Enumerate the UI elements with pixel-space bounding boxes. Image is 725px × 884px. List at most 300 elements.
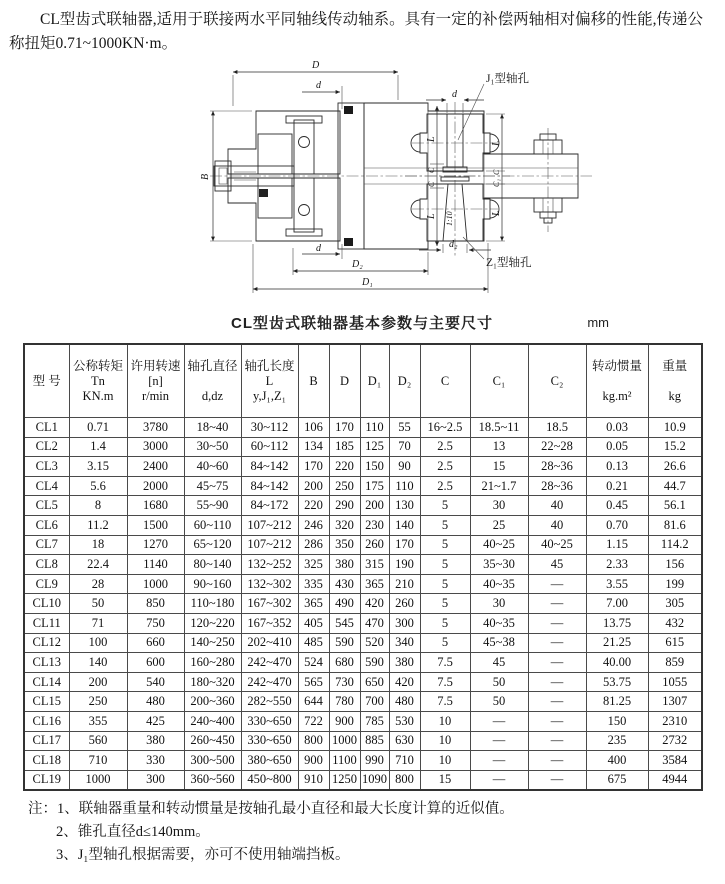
value-cell: 2.5 [420, 476, 470, 496]
dim-label-L-bottom: L [426, 213, 437, 219]
hub-cavity-top [258, 134, 292, 174]
value-cell: 5 [420, 633, 470, 653]
column-header: 型 号 [24, 344, 69, 418]
dim-label-B: B [200, 173, 211, 180]
value-cell: 28~36 [528, 476, 586, 496]
value-cell: 185 [329, 437, 360, 457]
value-cell: 850 [127, 594, 184, 614]
note-item: 注：1、联轴器重量和转动惯量是按轴孔最小直径和最大长度计算的近似值。 [28, 801, 514, 818]
value-cell: 60~112 [241, 437, 298, 457]
value-cell: 190 [389, 555, 420, 575]
value-cell: 7.5 [420, 692, 470, 712]
value-cell: 5 [420, 535, 470, 555]
value-cell: 680 [329, 653, 360, 673]
dim-label-L-top: L [426, 136, 437, 142]
value-cell: 405 [298, 613, 329, 633]
value-cell: 25 [470, 515, 528, 535]
value-cell: 10 [420, 751, 470, 771]
intro-paragraph: CL型齿式联轴器,适用于联接两水平同轴线传动轴系。具有一定的补偿两轴相对偏移的性能,传递公称扭矩0.71~1000KN·m。 [9, 11, 704, 52]
sleeve-top-section [228, 111, 340, 174]
value-cell: 7.5 [420, 672, 470, 692]
value-cell: 300 [389, 613, 420, 633]
value-cell: 330~650 [241, 731, 298, 751]
value-cell: 2.33 [586, 555, 648, 575]
value-cell: 45 [470, 653, 528, 673]
value-cell: — [528, 770, 586, 790]
value-cell: — [528, 751, 586, 771]
value-cell: 55~90 [184, 496, 241, 516]
dim-label-d-bottom: d [316, 243, 321, 254]
model-cell: CL5 [24, 496, 69, 516]
value-cell: — [470, 770, 528, 790]
value-cell: 242~470 [241, 672, 298, 692]
value-cell: 56.1 [648, 496, 702, 516]
value-cell: 18.5~11 [470, 418, 528, 438]
value-cell: 50 [470, 672, 528, 692]
value-cell: 40 [528, 496, 586, 516]
z1-hub [420, 184, 490, 241]
value-cell: 565 [298, 672, 329, 692]
value-cell: 590 [329, 633, 360, 653]
value-cell: 3.15 [69, 457, 127, 477]
value-cell: — [528, 574, 586, 594]
value-cell: 80~140 [184, 555, 241, 575]
value-cell: 45~38 [470, 633, 528, 653]
value-cell: 0.13 [586, 457, 648, 477]
value-cell: 200~360 [184, 692, 241, 712]
value-cell: 250 [329, 476, 360, 496]
value-cell: 199 [648, 574, 702, 594]
value-cell: 44.7 [648, 476, 702, 496]
value-cell: 330 [127, 751, 184, 771]
value-cell: 300~500 [184, 751, 241, 771]
value-cell: 50 [69, 594, 127, 614]
value-cell: 420 [360, 594, 389, 614]
value-cell: 660 [127, 633, 184, 653]
value-cell: 530 [389, 711, 420, 731]
dim-label-C-gap: C [492, 169, 501, 175]
value-cell: 81.6 [648, 515, 702, 535]
value-cell: 315 [360, 555, 389, 575]
notes-section [0, 798, 725, 867]
value-cell: 160~280 [184, 653, 241, 673]
value-cell: 305 [648, 594, 702, 614]
value-cell: 11.2 [69, 515, 127, 535]
value-cell: 480 [127, 692, 184, 712]
value-cell: 246 [298, 515, 329, 535]
value-cell: 450~800 [241, 770, 298, 790]
value-cell: 90~160 [184, 574, 241, 594]
value-cell: 35~30 [470, 555, 528, 575]
dim-label-d2: d₂ [449, 239, 458, 250]
value-cell: 380 [329, 555, 360, 575]
value-cell: 260~450 [184, 731, 241, 751]
column-header: 许用转速 [n] r/min [127, 344, 184, 418]
bore-type-view [405, 71, 532, 269]
value-cell: 167~302 [241, 594, 298, 614]
value-cell: 432 [648, 613, 702, 633]
value-cell: 675 [586, 770, 648, 790]
value-cell: 400 [586, 751, 648, 771]
value-cell: 480 [389, 692, 420, 712]
column-header: C [420, 344, 470, 418]
value-cell: 200 [360, 496, 389, 516]
model-cell: CL7 [24, 535, 69, 555]
value-cell: 170 [389, 535, 420, 555]
unit-label: mm [587, 315, 609, 330]
value-cell: 84~142 [241, 457, 298, 477]
value-cell: 360~560 [184, 770, 241, 790]
model-cell: CL10 [24, 594, 69, 614]
value-cell: 40~25 [470, 535, 528, 555]
value-cell: 30 [470, 496, 528, 516]
value-cell: 1307 [648, 692, 702, 712]
leader-line-j1 [458, 84, 484, 140]
value-cell: 1000 [69, 770, 127, 790]
gear-column-top [294, 120, 314, 174]
value-cell: 22.4 [69, 555, 127, 575]
value-cell: 300 [127, 770, 184, 790]
table-row [24, 711, 702, 731]
value-cell: 13 [470, 437, 528, 457]
table-row [24, 731, 702, 751]
value-cell: 16~2.5 [420, 418, 470, 438]
value-cell: 10.9 [648, 418, 702, 438]
value-cell: 140 [69, 653, 127, 673]
table-row [24, 437, 702, 457]
value-cell: 780 [329, 692, 360, 712]
value-cell: 380 [127, 731, 184, 751]
column-header: 轴孔长度 L y,J₁,Z₁ [241, 344, 298, 418]
model-cell: CL13 [24, 653, 69, 673]
value-cell: 910 [298, 770, 329, 790]
value-cell: 132~302 [241, 574, 298, 594]
value-cell: 45 [528, 555, 586, 575]
value-cell: 10 [420, 731, 470, 751]
section-view [200, 60, 592, 293]
value-cell: — [528, 711, 586, 731]
value-cell: 1250 [329, 770, 360, 790]
value-cell: 420 [389, 672, 420, 692]
value-cell: 260 [389, 594, 420, 614]
value-cell: 1140 [127, 555, 184, 575]
value-cell: 150 [586, 711, 648, 731]
value-cell: 2310 [648, 711, 702, 731]
table-title: CL型齿式联轴器基本参数与主要尺寸 [231, 315, 493, 332]
value-cell: 290 [329, 496, 360, 516]
value-cell: 1270 [127, 535, 184, 555]
value-cell: 40~60 [184, 457, 241, 477]
column-header: 重量 kg [648, 344, 702, 418]
value-cell: 545 [329, 613, 360, 633]
dim-label-d-top: d [316, 80, 321, 91]
value-cell: 5 [420, 496, 470, 516]
value-cell: 990 [360, 751, 389, 771]
model-cell: CL8 [24, 555, 69, 575]
value-cell: 13.75 [586, 613, 648, 633]
leader-line-z1 [463, 237, 484, 259]
value-cell: 710 [389, 751, 420, 771]
dim-label-D1: D₁ [362, 277, 373, 288]
value-cell: 286 [298, 535, 329, 555]
value-cell: 1000 [127, 574, 184, 594]
value-cell: 750 [127, 613, 184, 633]
dim-label-D: D [312, 60, 320, 71]
value-cell: 0.05 [586, 437, 648, 457]
value-cell: 590 [360, 653, 389, 673]
value-cell: 15 [420, 770, 470, 790]
value-cell: 180~320 [184, 672, 241, 692]
value-cell: 125 [360, 437, 389, 457]
value-cell: 485 [298, 633, 329, 653]
value-cell: 30~50 [184, 437, 241, 457]
model-cell: CL9 [24, 574, 69, 594]
ball-detail-top [299, 137, 310, 148]
model-cell: CL18 [24, 751, 69, 771]
value-cell: 210 [389, 574, 420, 594]
value-cell: 200 [69, 672, 127, 692]
value-cell: 3584 [648, 751, 702, 771]
dim-label-C-bottom: C [427, 181, 436, 187]
value-cell: 355 [69, 711, 127, 731]
value-cell: 0.71 [69, 418, 127, 438]
value-cell: 84~142 [241, 476, 298, 496]
table-row [24, 751, 702, 771]
value-cell: 380~650 [241, 751, 298, 771]
dim-label-D2: D₂ [352, 259, 363, 270]
value-cell: 524 [298, 653, 329, 673]
value-cell: 700 [360, 692, 389, 712]
value-cell: 235 [586, 731, 648, 751]
dim-label-C-top: C [427, 167, 436, 173]
value-cell: — [528, 731, 586, 751]
plate-bolt-top [344, 106, 353, 114]
value-cell: 600 [127, 653, 184, 673]
column-header: 公称转矩 Tn KN.m [69, 344, 127, 418]
value-cell: 282~550 [241, 692, 298, 712]
value-cell: 430 [329, 574, 360, 594]
value-cell: 2.5 [420, 437, 470, 457]
value-cell: — [528, 613, 586, 633]
value-cell: 70 [389, 437, 420, 457]
value-cell: — [470, 751, 528, 771]
value-cell: 242~470 [241, 653, 298, 673]
value-cell: 520 [360, 633, 389, 653]
column-header: D [329, 344, 360, 418]
value-cell: 335 [298, 574, 329, 594]
value-cell: 15 [470, 457, 528, 477]
value-cell: 5 [420, 574, 470, 594]
value-cell: 260 [360, 535, 389, 555]
model-cell: CL11 [24, 613, 69, 633]
value-cell: 885 [360, 731, 389, 751]
value-cell: 320 [329, 515, 360, 535]
value-cell: 100 [69, 633, 127, 653]
table-row [24, 653, 702, 673]
value-cell: 71 [69, 613, 127, 633]
value-cell: 65~120 [184, 535, 241, 555]
value-cell: 28 [69, 574, 127, 594]
value-cell: 800 [298, 731, 329, 751]
taper-label: 1:10 [445, 211, 454, 226]
value-cell: 30~112 [241, 418, 298, 438]
dim-label-d-j1: d [452, 89, 457, 100]
value-cell: 55 [389, 418, 420, 438]
model-cell: CL15 [24, 692, 69, 712]
value-cell: — [528, 692, 586, 712]
value-cell: 365 [298, 594, 329, 614]
j1-hole-label: J₁型轴孔 [486, 73, 529, 85]
value-cell: 130 [389, 496, 420, 516]
note-item: 2、锥孔直径d≤140mm。 [56, 824, 210, 841]
value-cell: 240~400 [184, 711, 241, 731]
value-cell: 220 [329, 457, 360, 477]
value-cell: 200 [298, 476, 329, 496]
value-cell: 21.25 [586, 633, 648, 653]
value-cell: 1500 [127, 515, 184, 535]
value-cell: 710 [69, 751, 127, 771]
value-cell: 5 [420, 613, 470, 633]
value-cell: 900 [329, 711, 360, 731]
value-cell: 615 [648, 633, 702, 653]
gear-cap-top [286, 116, 322, 123]
value-cell: — [470, 731, 528, 751]
value-cell: 8 [69, 496, 127, 516]
model-cell: CL6 [24, 515, 69, 535]
column-header: 轴孔直径 d,dz [184, 344, 241, 418]
hub-cavity-bottom [258, 178, 292, 218]
value-cell: 4944 [648, 770, 702, 790]
value-cell: 3.55 [586, 574, 648, 594]
value-cell: 425 [127, 711, 184, 731]
value-cell: 40~35 [470, 574, 528, 594]
table-row [24, 672, 702, 692]
sleeve-bottom-section [228, 178, 340, 241]
value-cell: 40~25 [528, 535, 586, 555]
value-cell: 1100 [329, 751, 360, 771]
value-cell: 490 [329, 594, 360, 614]
table-body [24, 418, 702, 791]
value-cell: 5 [420, 555, 470, 575]
value-cell: — [528, 633, 586, 653]
model-cell: CL1 [24, 418, 69, 438]
value-cell: 18~40 [184, 418, 241, 438]
column-header: B [298, 344, 329, 418]
value-cell: 0.70 [586, 515, 648, 535]
model-cell: CL16 [24, 711, 69, 731]
value-cell: — [528, 653, 586, 673]
value-cell: 220 [298, 496, 329, 516]
table-row [24, 613, 702, 633]
value-cell: 81.25 [586, 692, 648, 712]
value-cell: 156 [648, 555, 702, 575]
parameters-table [23, 343, 703, 791]
value-cell: 21~1.7 [470, 476, 528, 496]
table-row [24, 633, 702, 653]
value-cell: 18 [69, 535, 127, 555]
table-row [24, 594, 702, 614]
value-cell: 330~650 [241, 711, 298, 731]
model-cell: CL4 [24, 476, 69, 496]
coupling-drawing [0, 56, 725, 308]
value-cell: 1.4 [69, 437, 127, 457]
value-cell: 7.5 [420, 653, 470, 673]
value-cell: 1680 [127, 496, 184, 516]
value-cell: 7.00 [586, 594, 648, 614]
value-cell: 1000 [329, 731, 360, 751]
value-cell: 3000 [127, 437, 184, 457]
value-cell: 140 [389, 515, 420, 535]
table-row [24, 692, 702, 712]
value-cell: 560 [69, 731, 127, 751]
value-cell: 84~172 [241, 496, 298, 516]
value-cell: 107~212 [241, 535, 298, 555]
table-row [24, 496, 702, 516]
value-cell: 10 [420, 711, 470, 731]
value-cell: 2000 [127, 476, 184, 496]
value-cell: 250 [69, 692, 127, 712]
table-row [24, 574, 702, 594]
value-cell: 110~180 [184, 594, 241, 614]
value-cell: 53.75 [586, 672, 648, 692]
value-cell: 40 [528, 515, 586, 535]
value-cell: 120~220 [184, 613, 241, 633]
value-cell: 900 [298, 751, 329, 771]
value-cell: 22~28 [528, 437, 586, 457]
dim-label-L-z1: L [491, 210, 502, 216]
value-cell: 540 [127, 672, 184, 692]
value-cell: 340 [389, 633, 420, 653]
value-cell: 325 [298, 555, 329, 575]
value-cell: 5 [420, 594, 470, 614]
value-cell: 644 [298, 692, 329, 712]
table-row [24, 535, 702, 555]
value-cell: — [528, 672, 586, 692]
value-cell: 0.45 [586, 496, 648, 516]
value-cell: 785 [360, 711, 389, 731]
value-cell: 730 [329, 672, 360, 692]
value-cell: 350 [329, 535, 360, 555]
z1-hole-label: Z₁型轴孔 [486, 257, 532, 269]
dim-label-L-j1: L [491, 140, 502, 146]
table-row [24, 476, 702, 496]
value-cell: 150 [360, 457, 389, 477]
model-cell: CL17 [24, 731, 69, 751]
value-cell: 114.2 [648, 535, 702, 555]
value-cell: 140~250 [184, 633, 241, 653]
value-cell: 30 [470, 594, 528, 614]
value-cell: 2732 [648, 731, 702, 751]
notes-list [0, 798, 725, 867]
value-cell: 202~410 [241, 633, 298, 653]
model-cell: CL19 [24, 770, 69, 790]
value-cell: 170 [298, 457, 329, 477]
gear-column-bottom [294, 178, 314, 232]
value-cell: 60~110 [184, 515, 241, 535]
model-cell: CL12 [24, 633, 69, 653]
value-cell: 722 [298, 711, 329, 731]
table-title-row [23, 312, 701, 336]
value-cell: 230 [360, 515, 389, 535]
value-cell: 175 [360, 476, 389, 496]
value-cell: 380 [389, 653, 420, 673]
value-cell: 90 [389, 457, 420, 477]
value-cell: — [528, 594, 586, 614]
value-cell: 40~35 [470, 613, 528, 633]
model-cell: CL2 [24, 437, 69, 457]
value-cell: 28~36 [528, 457, 586, 477]
value-cell: — [470, 711, 528, 731]
